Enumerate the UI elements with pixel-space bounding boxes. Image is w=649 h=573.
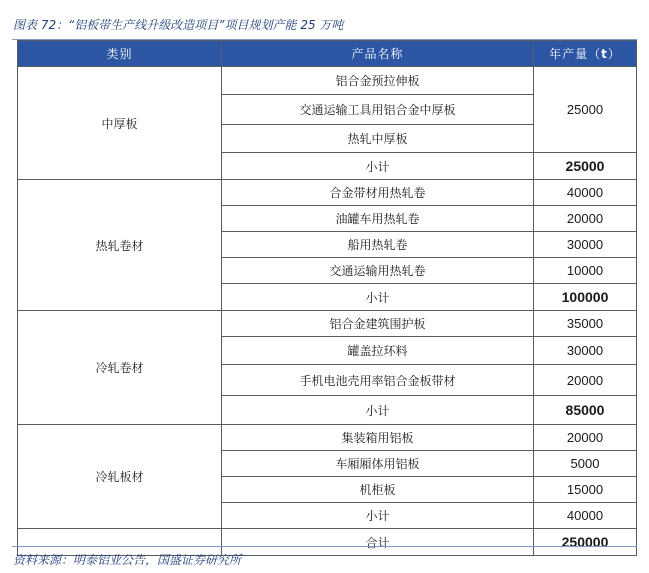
output-cell: 20000 xyxy=(534,206,637,232)
shared-output-cell: 25000 xyxy=(534,67,637,153)
figure-caption: 图表 72：“铝板带生产线升级改造项目”项目规划产能 25 万吨 xyxy=(13,18,344,32)
table-row xyxy=(18,180,637,206)
table-header-row xyxy=(18,41,637,67)
product-cell: 机柜板 xyxy=(222,477,534,503)
category-cell: 中厚板 xyxy=(18,67,222,180)
product-cell: 船用热轧卷 xyxy=(222,232,534,258)
header-category: 类别 xyxy=(18,41,222,67)
total-label: 合计 xyxy=(222,529,534,556)
output-cell: 20000 xyxy=(534,425,637,451)
output-cell: 15000 xyxy=(534,477,637,503)
output-cell: 20000 xyxy=(534,365,637,396)
category-cell: 冷轧卷材 xyxy=(18,311,222,425)
header-output-prefix: 年产量（ xyxy=(549,47,602,61)
total-value: 250000 xyxy=(534,529,637,556)
category-cell: 热轧卷材 xyxy=(18,180,222,311)
output-cell: 10000 xyxy=(534,258,637,284)
subtotal-label: 小计 xyxy=(222,284,534,311)
header-output xyxy=(534,41,637,67)
output-cell: 30000 xyxy=(534,232,637,258)
subtotal-label: 小计 xyxy=(222,153,534,180)
table-row xyxy=(18,67,637,95)
product-cell: 交通运输用热轧卷 xyxy=(222,258,534,284)
product-cell: 油罐车用热轧卷 xyxy=(222,206,534,232)
product-cell: 合金带材用热轧卷 xyxy=(222,180,534,206)
subtotal-value: 85000 xyxy=(534,396,637,425)
product-cell: 交通运输工具用铝合金中厚板 xyxy=(222,95,534,125)
subtotal-value: 40000 xyxy=(534,503,637,529)
product-cell: 罐盖拉环料 xyxy=(222,337,534,365)
output-cell: 35000 xyxy=(534,311,637,337)
header-output-unit: t xyxy=(601,47,608,61)
capacity-table xyxy=(17,40,637,556)
product-cell: 铝合金预拉伸板 xyxy=(222,67,534,95)
product-cell: 集装箱用铝板 xyxy=(222,425,534,451)
product-cell: 热轧中厚板 xyxy=(222,125,534,153)
output-cell: 5000 xyxy=(534,451,637,477)
footer-divider xyxy=(12,546,637,547)
product-cell: 手机电池壳用率铝合金板带材 xyxy=(222,365,534,396)
header-product: 产品名称 xyxy=(222,41,534,67)
output-cell: 30000 xyxy=(534,337,637,365)
category-cell: 冷轧板材 xyxy=(18,425,222,529)
subtotal-value: 25000 xyxy=(534,153,637,180)
output-cell: 40000 xyxy=(534,180,637,206)
subtotal-label: 小计 xyxy=(222,503,534,529)
header-output-suffix: ） xyxy=(607,47,621,61)
product-cell: 铝合金建筑围护板 xyxy=(222,311,534,337)
source-note: 资料来源：明泰铝业公告，国盛证券研究所 xyxy=(13,553,242,567)
table-row xyxy=(18,311,637,337)
product-cell: 车厢厢体用铝板 xyxy=(222,451,534,477)
table-row xyxy=(18,425,637,451)
subtotal-value: 100000 xyxy=(534,284,637,311)
subtotal-label: 小计 xyxy=(222,396,534,425)
